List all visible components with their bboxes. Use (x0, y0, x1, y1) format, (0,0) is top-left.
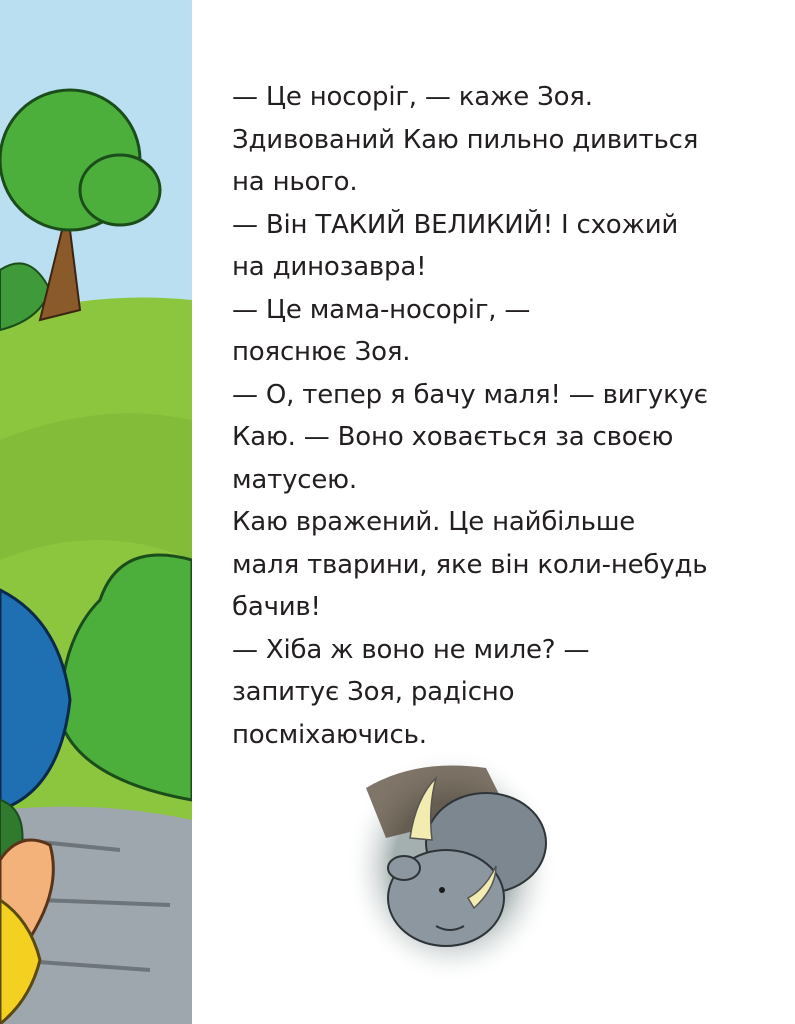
story-text (232, 76, 772, 756)
story-line: Каю. — Воно ховається за своєю (232, 422, 674, 452)
story-line: — Це носоріг, — каже Зоя. (232, 82, 593, 112)
park-illustration (0, 0, 192, 1024)
story-line: пояснює Зоя. (232, 337, 411, 367)
story-line: — Хіба ж воно не миле? — (232, 634, 590, 665)
story-line: бачив! (232, 592, 321, 622)
story-line: Каю вражений. Це найбільше (232, 507, 636, 537)
story-line: посміхаючись. (232, 719, 427, 750)
story-line: на динозавра! (232, 252, 427, 282)
story-line: запитує Зоя, радісно (232, 677, 515, 707)
story-line: — Це мама-носоріг, — (232, 294, 531, 325)
story-line: маля тварини, яке він коли-небудь (232, 549, 708, 580)
rhino-vignette (346, 748, 558, 984)
story-line: — Він ТАКИЙ ВЕЛИКИЙ! І схожий (232, 209, 679, 240)
story-line: матусею. (232, 464, 357, 495)
story-line: Здивований Каю пильно дивиться (232, 124, 699, 155)
story-line: — О, тепер я бачу маля! — вигукує (232, 379, 708, 410)
story-line: на нього. (232, 167, 358, 197)
